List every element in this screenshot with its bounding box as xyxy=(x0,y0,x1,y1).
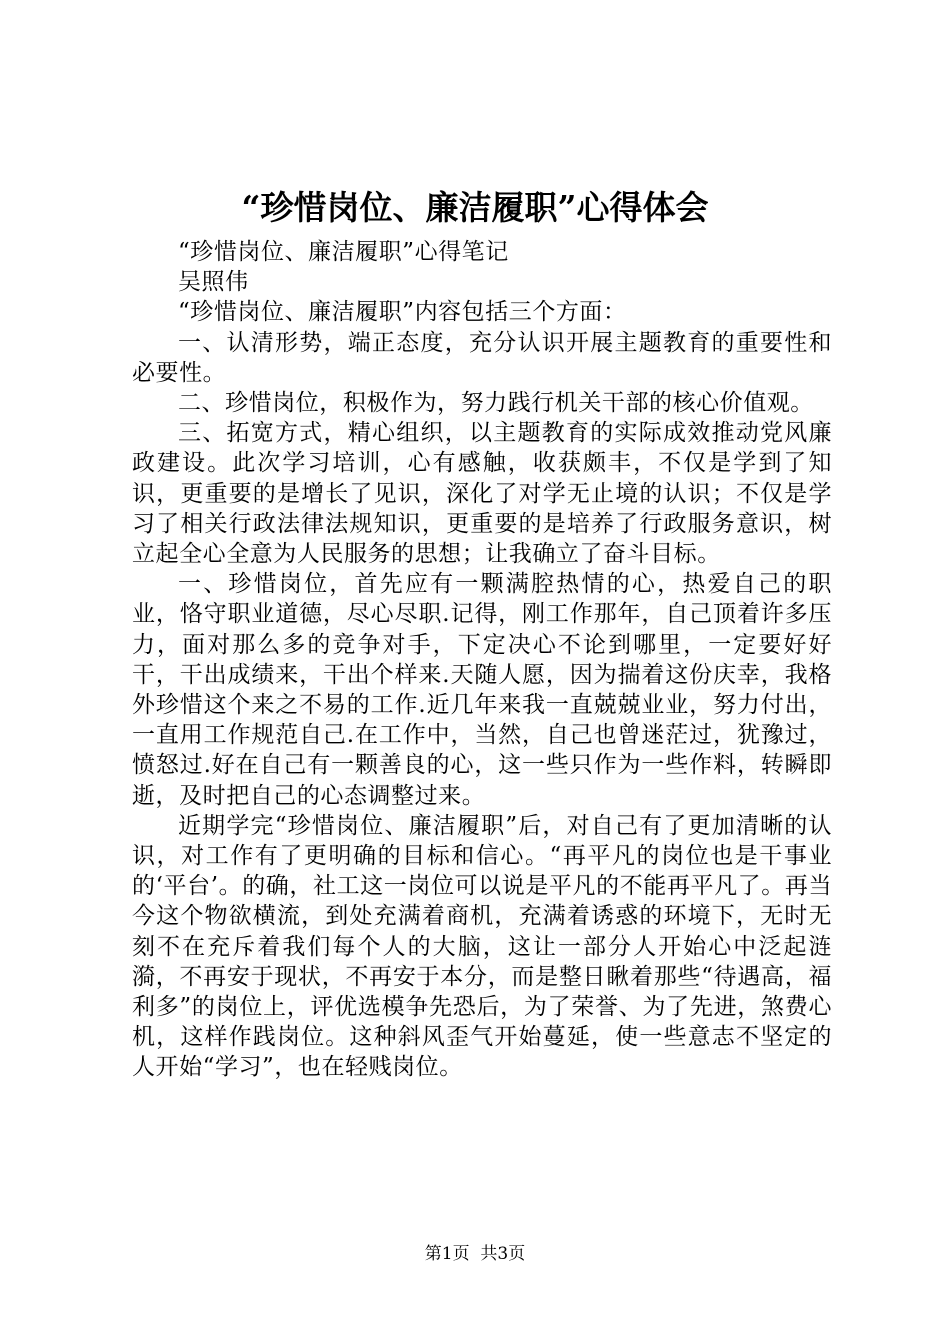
paragraph-author: 吴照伟 xyxy=(178,269,249,296)
paragraph-reflection: 近期学完“珍惜岗位、廉洁履职”后，对自己有了更加清晰的认识，对工作有了更明确的目标和信心。“再平凡的岗位也是干事业的‘平台’。的确，社工这一岗位可以说是平凡的不能再平凡了。再当今这个物欲横流，到处充满着商机，充满着诱惑的环境下，无时无刻不在充斥着我们每个人的大脑，这让一部分人开始心中泛起涟漪，不再安于现状，不再安于本分，而是整日瞅着那些“待遇高，福利多”的岗位上，评优选模争先恐后，为了荣誉、为了先进，煞费心机，这样作践岗位。这种斜风歪气开始蔓延，使一些意志不坚定的人开始“学习”，也在轻贱岗位。 xyxy=(132,812,832,1081)
paragraph-cherish-post: 一、珍惜岗位，首先应有一颗满腔热情的心，热爱自己的职业，恪守职业道德，尽心尽职.记得，刚工作那年，自己顶着许多压力，面对那么多的竞争对手，下定决心不论到哪里，一定要好好干，干出成绩来，干出个样来.天随人愿，因为揣着这份庆幸，我格外珍惜这个来之不易的工作.近几年来我一直兢兢业业，努力付出，一直用工作规范自己.在工作中，当然，自己也曾迷茫过，犹豫过，愤怒过.好在自己有一颗善良的心，这一些只作为一些作料，转瞬即逝，及时把自己的心态调整过来。 xyxy=(132,571,832,809)
document-title: “珍惜岗位、廉洁履职”心得体会 xyxy=(241,188,709,227)
document-body xyxy=(132,237,832,1083)
paragraph-point-two: 二、珍惜岗位，积极作为，努力践行机关干部的核心价值观。 xyxy=(178,390,814,417)
page-number: 第1页 xyxy=(424,1244,470,1264)
paragraph-subtitle: “珍惜岗位、廉洁履职”心得笔记 xyxy=(178,239,509,265)
paragraph-intro: “珍惜岗位、廉洁履职”内容包括三个方面： xyxy=(178,299,627,326)
page-total: 共3页 xyxy=(480,1244,526,1264)
paragraph-point-three: 三、拓宽方式，精心组织，以主题教育的实际成效推动党风廉政建设。此次学习培训，心有感触，收获颇丰，不仅是学到了知识，更重要的是增长了见识，深化了对学无止境的认识；不仅是学习了相关行政法律法规知识，更重要的是培养了行政服务意识，树立起全心全意为人民服务的思想；让我确立了奋斗目标。 xyxy=(132,420,832,568)
paragraph-point-one: 一、认清形势，端正态度，充分认识开展主题教育的重要性和必要性。 xyxy=(132,329,832,386)
page-footer xyxy=(0,1242,950,1266)
